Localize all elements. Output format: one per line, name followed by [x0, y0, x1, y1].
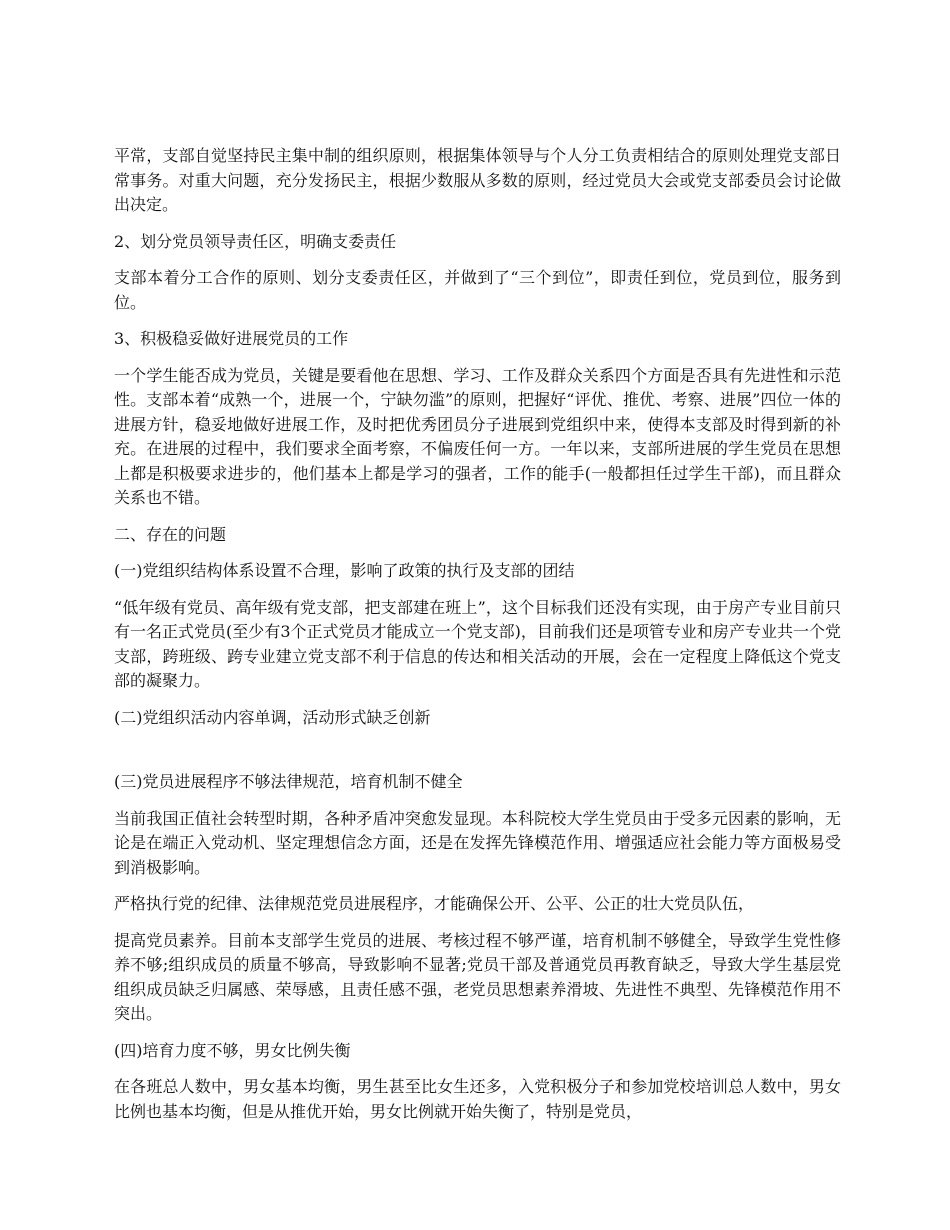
blank-gap	[114, 742, 841, 770]
heading-responsibility-zones: 2、划分党员领导责任区，明确支委责任	[114, 231, 397, 251]
heading-problem-structure: (一)党组织结构体系设置不合理，影响了政策的执行及支部的团结	[114, 561, 575, 580]
paragraph-democratic-centralism: 平常，支部自觉坚持民主集中制的组织原则，根据集体领导与个人分工负责相结合的原则处理党支部日常事务。对重大问题，充分发扬民主，根据少数服从多数的原则，经过党员大会或党支部委员会讨论做出决定。	[114, 146, 841, 214]
heading-problem-gender-ratio: (四)培育力度不够，男女比例失衡	[114, 1040, 351, 1060]
document-body	[114, 144, 841, 1136]
heading-problem-activities: (二)党组织活动内容单调，活动形式缺乏创新	[114, 707, 431, 727]
paragraph-gender-ratio-detail: 在各班总人数中，男女基本均衡，男生甚至比女生还多，入党积极分子和参加党校培训总人数中，男女比例也基本均衡，但是从推优开始，男女比例就开始失衡了，特别是党员，	[114, 1077, 841, 1121]
heading-problem-procedure: (三)党员进展程序不够法律规范，培育机制不健全	[114, 772, 463, 791]
paragraph-three-in-place: 支部本着分工合作的原则、划分支委责任区，并做到了“三个到位”，即责任到位，党员到位，服务到位。	[114, 268, 841, 312]
paragraph-member-criteria: 一个学生能否成为党员，关键是要看他在思想、学习、工作及群众关系四个方面是否具有先进性和示范性。支部本着“成熟一个，进展一个，宁缺勿滥”的原则，把握好“评优、推优、考察、进展”四位一体的进展方针，稳妥地做好进展工作，及时把优秀团员分子进展到党组织中来，使得本支部及时得到新的补充。在进展的过程中，我们要求全面考察，不偏废任何一方。一年以来，支部所进展的学生党员在思想上都是积极要求进步的，他们基本上都是学习的强者，工作的能手(一般都担任过学生干部)，而且群众关系也不错。	[114, 365, 841, 507]
paragraph-strict-discipline: 严格执行党的纪律、法律规范党员进展程序，才能确保公开、公平、公正的壮大党员队伍，	[114, 894, 755, 913]
paragraph-social-transition: 当前我国正值社会转型时期，各种矛盾冲突愈发显现。本科院校大学生党员由于受多元因素的影响，无论是在端正入党动机、坚定理想信念方面，还是在发挥先锋模范作用、增强适应社会能力等方面极易受到消极影响。	[114, 808, 841, 877]
heading-member-development: 3、积极稳妥做好进展党员的工作	[114, 329, 349, 348]
paragraph-quality-improvement: 提高党员素养。目前本支部学生党员的进展、考核过程不够严谨，培育机制不够健全，导致学生党性修养不够;组织成员的质量不够高，导致影响不显著;党员干部及普通党员再教育缺乏，导致大学生基层党组织成员缺乏归属感、荣辱感，且责任感不强，老党员思想素养滑坡、先进性不典型、先锋模范作用不突出。	[114, 930, 841, 1023]
heading-existing-problems: 二、存在的问题	[114, 524, 227, 544]
paragraph-structure-detail: “低年级有党员、高年级有党支部，把支部建在班上”，这个目标我们还没有实现，由于房产专业目前只有一名正式党员(至少有3个正式党员才能成立一个党支部)，目前我们还是项管专业和房产专业共一个党支部，跨班级、跨专业建立党支部不利于信息的传达和相关活动的开展，会在一定程度上降低这个党支部的凝聚力。	[114, 597, 841, 690]
